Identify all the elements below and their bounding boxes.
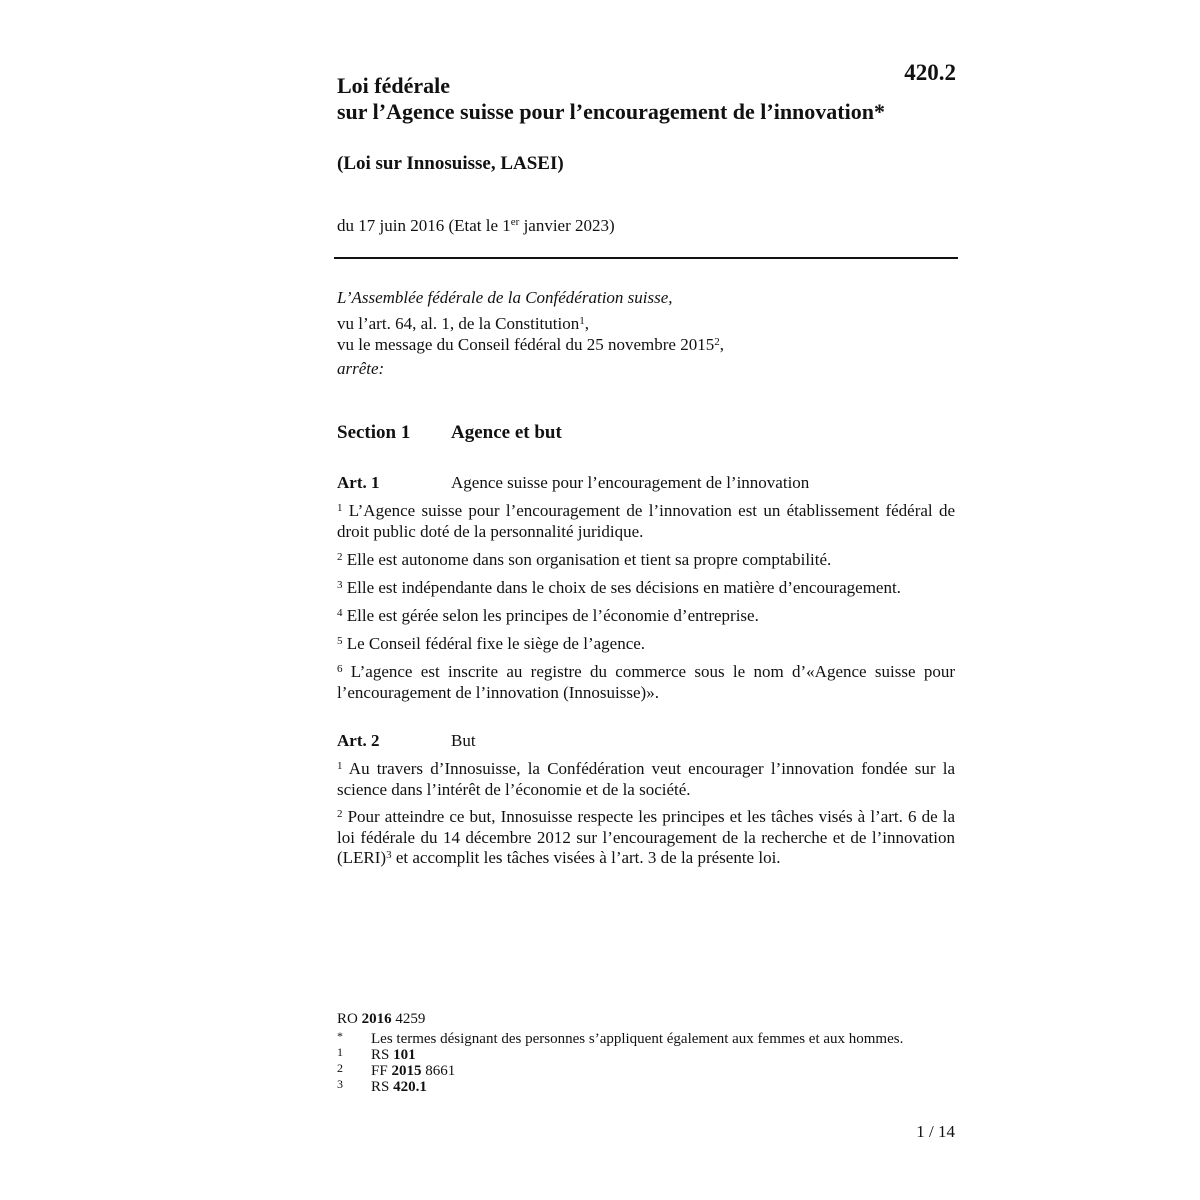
section-heading: [337, 422, 562, 444]
article-2-paragraph-2: $^2$ Pour atteindre ce but, Innosuisse respecte les principes et les tâches visés à l’art. 6 de la loi fédérale du 14 décembre 2012 sur l’encouragement de la recherche et de l’innovation (LERI)$^3$ et accomplit les tâches visées à l’art. 3 de la présente loi.: [337, 807, 955, 867]
section-number: Section 1: [337, 422, 411, 443]
footnote-3: 3 RS 420.1: [337, 1077, 427, 1095]
section-title: Agence et but: [451, 422, 562, 443]
article-1-paragraph-2: $^2$ Elle est autonome dans son organisation et tient sa propre comptabilité.: [337, 550, 832, 569]
article-2-paragraph-1: $^1$ Au travers d’Innosuisse, la Confédération veut encourager l’innovation fondée sur la science dans l’intérêt de l’économie et de la société.: [337, 759, 955, 799]
preamble-decree: arrête:: [337, 359, 385, 378]
short-title: (Loi sur Innosuisse, LASEI): [337, 153, 564, 174]
article-title: But: [451, 731, 476, 750]
preamble-constitution: vu l’art. 64, al. 1, de la Constitution$^1$,: [337, 314, 589, 333]
rs-number: 420.2: [904, 60, 956, 85]
footnote-ref-2[interactable]: 2: [714, 336, 720, 348]
article-1-paragraph-1: $^1$ L’Agence suisse pour l’encouragement de l’innovation est un établissement fédéral de droit public doté de la personnalité juridique.: [337, 501, 955, 541]
article-title: Agence suisse pour l’encouragement de l’innovation: [451, 473, 810, 492]
preamble-assembly: L’Assemblée fédérale de la Confédération suisse,: [337, 288, 673, 307]
footnote-1: 1 RS 101: [337, 1045, 416, 1063]
article-2-heading: [337, 731, 957, 751]
preamble-message: vu le message du Conseil fédéral du 25 novembre 2015$^2$,: [337, 335, 724, 354]
law-title: [337, 73, 885, 125]
date-superscript: er: [510, 216, 520, 228]
official-compilation-ref: RO 2016 4259: [337, 1011, 426, 1027]
article-1-paragraph-3: $^3$ Elle est indépendante dans le choix de ses décisions en matière d’encouragement.: [337, 578, 901, 597]
footnote-ref-3[interactable]: 3: [386, 849, 392, 861]
article-1-paragraph-5: $^5$ Le Conseil fédéral fixe le siège de l’agence.: [337, 634, 646, 653]
date-suffix: janvier 2023): [519, 216, 615, 235]
law-title-line1: Loi fédérale: [337, 73, 451, 98]
date-prefix: du 17 juin 2016 (Etat le 1: [337, 216, 511, 235]
page-number: 1 / 14: [916, 1122, 955, 1141]
date-line: [337, 216, 615, 236]
article-1-paragraph-6: $^6$ L’agence est inscrite au registre du commerce sous le nom d’«Agence suisse pour l’encouragement de l’innovation (Innosuisse)».: [337, 662, 955, 702]
article-number: Art. 1: [337, 473, 380, 492]
footnote-ref-1[interactable]: 1: [579, 315, 585, 327]
footnote-star: * Les termes désignant des personnes s’appliquent également aux femmes et aux hommes.: [337, 1029, 904, 1047]
law-title-line2: sur l’Agence suisse pour l’encouragement de l’innovation*: [337, 99, 885, 124]
article-1-paragraph-4: $^4$ Elle est gérée selon les principes de l’économie d’entreprise.: [337, 606, 759, 625]
footnote-2: 2 FF 2015 8661: [337, 1061, 456, 1079]
article-number: Art. 2: [337, 731, 380, 750]
article-1-heading: [337, 473, 957, 493]
footnotes: [337, 1011, 903, 1095]
title-divider: [334, 257, 958, 259]
preamble: [337, 287, 724, 379]
